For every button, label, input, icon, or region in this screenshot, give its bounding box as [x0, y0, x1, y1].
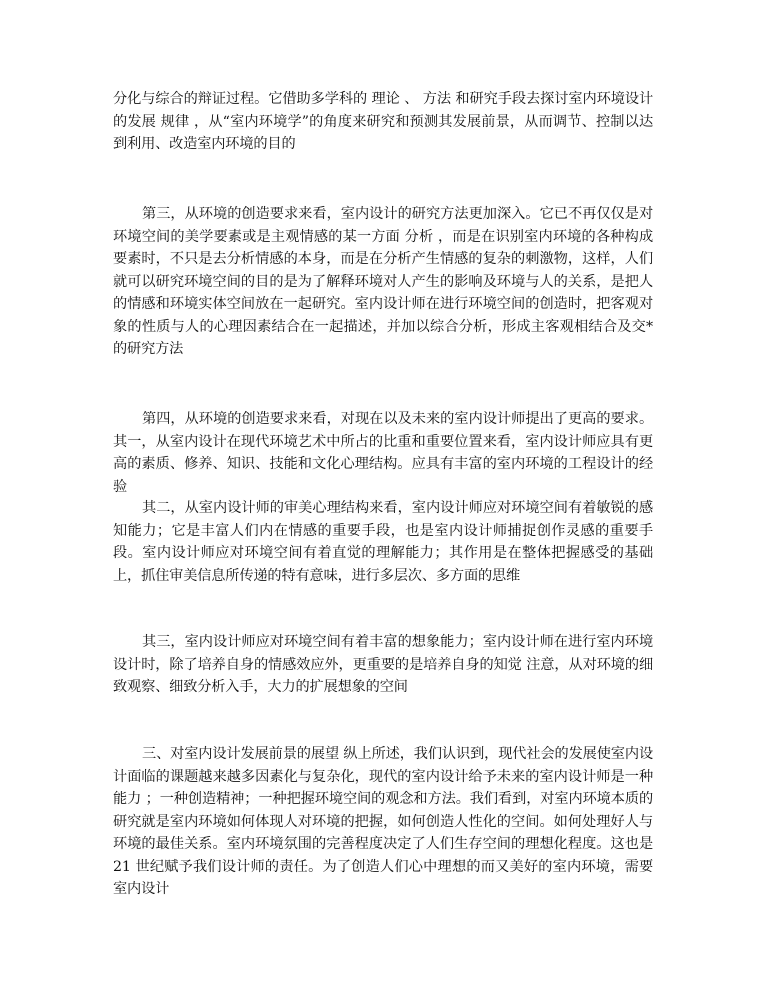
paragraph-3: 第四，从环境的创造要求来看，对现在以及未来的室内设计师提出了更高的要求。其一，从室内设计在现代环境艺术中所占的比重和重要位置来看，室内设计师应具有更高的素质、修养、知识、技能和文化心理结构。应具有丰富的室内环境的工程设计的经验 — [113, 411, 653, 495]
paragraph-4: 其二，从室内设计师的审美心理结构来看，室内设计师应对环境空间有着敏锐的感知能力；它是丰富人们内在情感的重要手段，也是室内设计师捕捉创作灵感的重要手段。室内设计师应对环境空间有着直觉的理解能力；其作用是在整体把握感受的基础上，抓住审美信息所传递的特有意味，进行多层次、多方面的思维 — [113, 500, 653, 584]
paragraph-5: 其三，室内设计师应对环境空间有着丰富的想象能力；室内设计师在进行室内环境设计时，除了培养自身的情感效应外，更重要的是培养自身的知觉 注意，从对环境的细致观察、细致分析入手，大力的扩展想象的空间 — [113, 634, 653, 695]
paragraph-1: 分化与综合的辩证过程。它借助多学科的 理论 、 方法 和研究手段去探讨室内环境设计的发展 规律 ，从“室内环境学”的角度来研究和预测其发展前景，从而调节、控制以达到利用、改造室内环境的目的 — [113, 91, 653, 152]
paragraph-6: 三、对室内设计发展前景的展望 纵上所述，我们认识到，现代社会的发展使室内设计面临的课题越来越多因素化与复杂化，现代的室内设计给予未来的室内设计师是一种能力 ；一种创造精神；一种把握环境空间的观念和方法。我们看到，对室内环境本质的研究就是室内环境如何体现人对环境的把握，如何创造人性化的空间。如何处理好人与环境的最佳关系。室内环境氛围的完善程度决定了人们生存空间的理想化程度。这也是 21 世纪赋予我们设计师的责任。为了创造人们心中理想的而又美好的室内环境，需要室内设计 — [113, 746, 653, 897]
paragraph-2: 第三，从环境的创造要求来看，室内设计的研究方法更加深入。它已不再仅仅是对环境空间的美学要素或是主观情感的某一方面 分析 ，而是在识别室内环境的各种构成要素时，不只是去分析情感的本身，而是在分析产生情感的复杂的刺激物，这样，人们就可以研究环境空间的目的是为了解释环境对人产生的影响及环境与人的关系，是把人的情感和环境实体空间放在一起研究。室内设计师在进行环境空间的创造时，把客观对象的性质与人的心理因素结合在一起描述，并加以综合分析，形成主客观相结合及交*的研究方法 — [113, 206, 653, 357]
